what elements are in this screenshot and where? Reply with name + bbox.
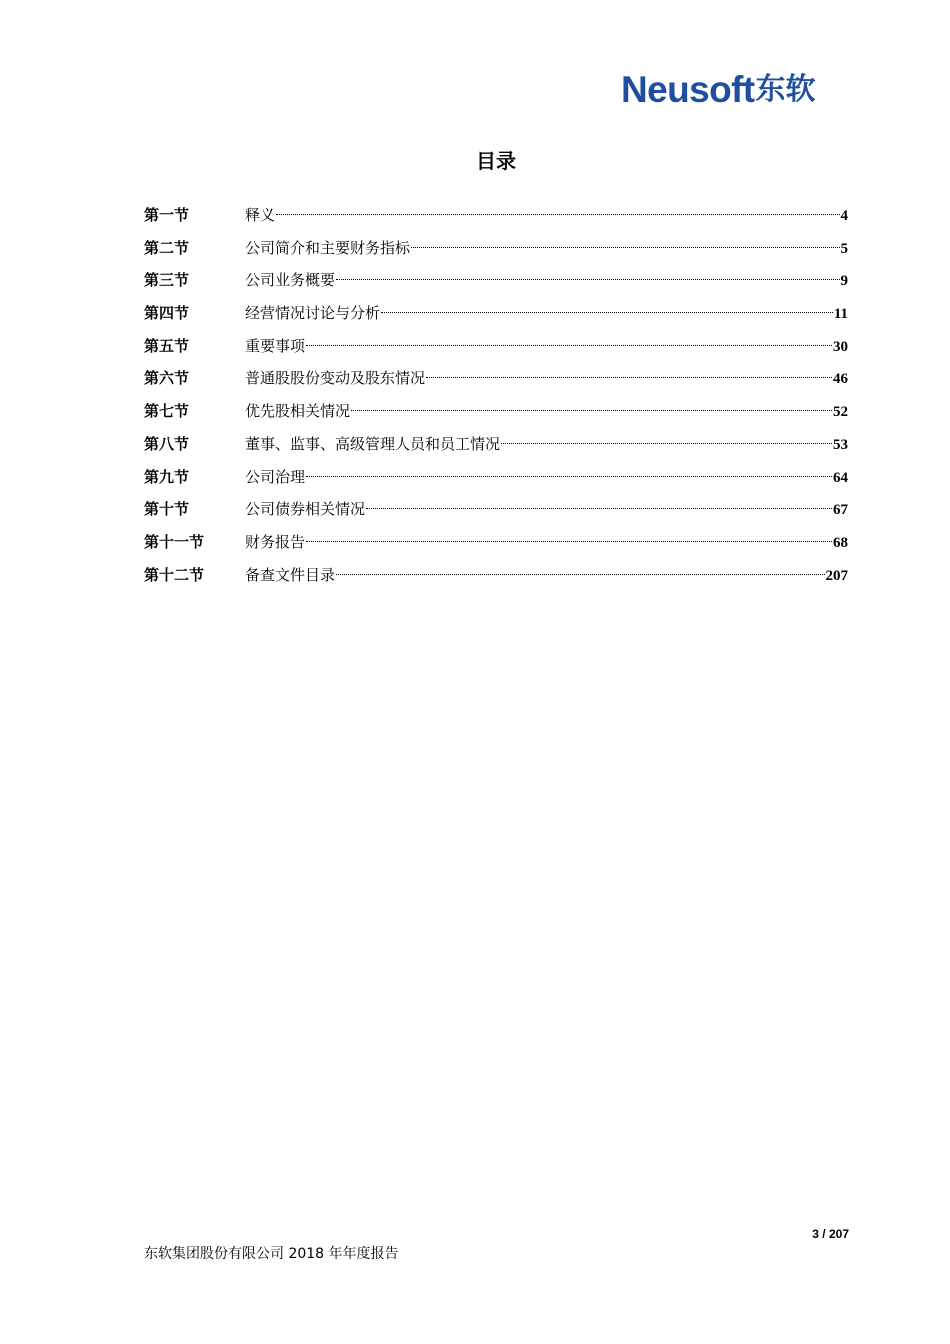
page-number: 3 / 207 <box>812 1227 849 1241</box>
toc-title: 董事、监事、高级管理人员和员工情况 <box>245 434 501 453</box>
toc-page: 64 <box>833 469 848 486</box>
toc-section: 第七节 <box>144 402 190 421</box>
toc-row[interactable] <box>144 333 848 366</box>
toc-section: 第六节 <box>144 369 190 388</box>
toc-row[interactable] <box>144 235 848 268</box>
toc-section: 第二节 <box>144 238 190 257</box>
dot-leader <box>306 541 832 542</box>
toc-section: 第三节 <box>144 271 190 290</box>
dot-leader <box>501 443 832 444</box>
toc-page: 5 <box>840 240 848 257</box>
toc-page: 207 <box>825 567 848 584</box>
logo-text: Neusoft <box>621 69 755 110</box>
toc-row[interactable] <box>144 300 848 333</box>
toc-page: 68 <box>833 534 848 551</box>
toc-title: 优先股相关情况 <box>245 402 351 421</box>
dot-leader <box>306 345 832 346</box>
toc-row[interactable] <box>144 398 848 431</box>
dot-leader <box>411 247 839 248</box>
toc-row[interactable] <box>144 202 848 235</box>
toc-section: 第四节 <box>144 304 190 323</box>
toc-title: 公司治理 <box>245 467 306 486</box>
toc-row[interactable] <box>144 365 848 398</box>
toc-page: 67 <box>833 502 848 519</box>
toc-section: 第九节 <box>144 467 190 486</box>
dot-leader <box>336 574 824 575</box>
toc-title: 普通股股份变动及股东情况 <box>245 369 426 388</box>
toc-section: 第十二节 <box>144 565 205 584</box>
toc-section: 第十一节 <box>144 532 205 551</box>
toc-section: 第八节 <box>144 434 190 453</box>
toc-page: 11 <box>833 306 848 323</box>
dot-leader <box>351 410 832 411</box>
page-title: 目录 <box>476 149 516 173</box>
dot-leader <box>381 312 833 313</box>
toc-row[interactable] <box>144 496 848 529</box>
toc-title: 财务报告 <box>245 532 306 551</box>
toc-title: 公司债券相关情况 <box>245 500 366 519</box>
dot-leader <box>426 377 832 378</box>
dot-leader <box>306 476 832 477</box>
toc-row[interactable] <box>144 562 848 595</box>
toc-page: 9 <box>840 273 848 290</box>
toc-section: 第十节 <box>144 500 190 519</box>
dot-leader <box>336 279 839 280</box>
company-logo <box>621 70 816 110</box>
dot-leader <box>366 508 832 509</box>
toc-page: 52 <box>833 404 848 421</box>
toc-row[interactable] <box>144 464 848 497</box>
toc-title: 经营情况讨论与分析 <box>245 304 381 323</box>
toc-page: 4 <box>840 208 848 224</box>
toc-page: 46 <box>833 371 848 388</box>
toc-title: 公司业务概要 <box>245 271 336 290</box>
toc-row[interactable] <box>144 267 848 300</box>
toc-title: 释义 <box>245 206 276 224</box>
toc-page: 30 <box>833 338 848 355</box>
toc-row[interactable] <box>144 431 848 464</box>
toc-page: 53 <box>833 436 848 453</box>
logo-chinese-text: 东软 <box>755 72 816 107</box>
toc-title: 公司简介和主要财务指标 <box>245 238 411 257</box>
toc-title: 重要事项 <box>245 336 306 355</box>
dot-leader <box>276 214 839 215</box>
toc-title: 备查文件目录 <box>245 565 336 584</box>
footer-report-title: 东软集团股份有限公司 2018 年年度报告 <box>144 1246 399 1262</box>
toc-section: 第一节 <box>144 206 190 224</box>
table-of-contents <box>144 202 848 594</box>
toc-row[interactable] <box>144 529 848 562</box>
toc-section: 第五节 <box>144 336 190 355</box>
